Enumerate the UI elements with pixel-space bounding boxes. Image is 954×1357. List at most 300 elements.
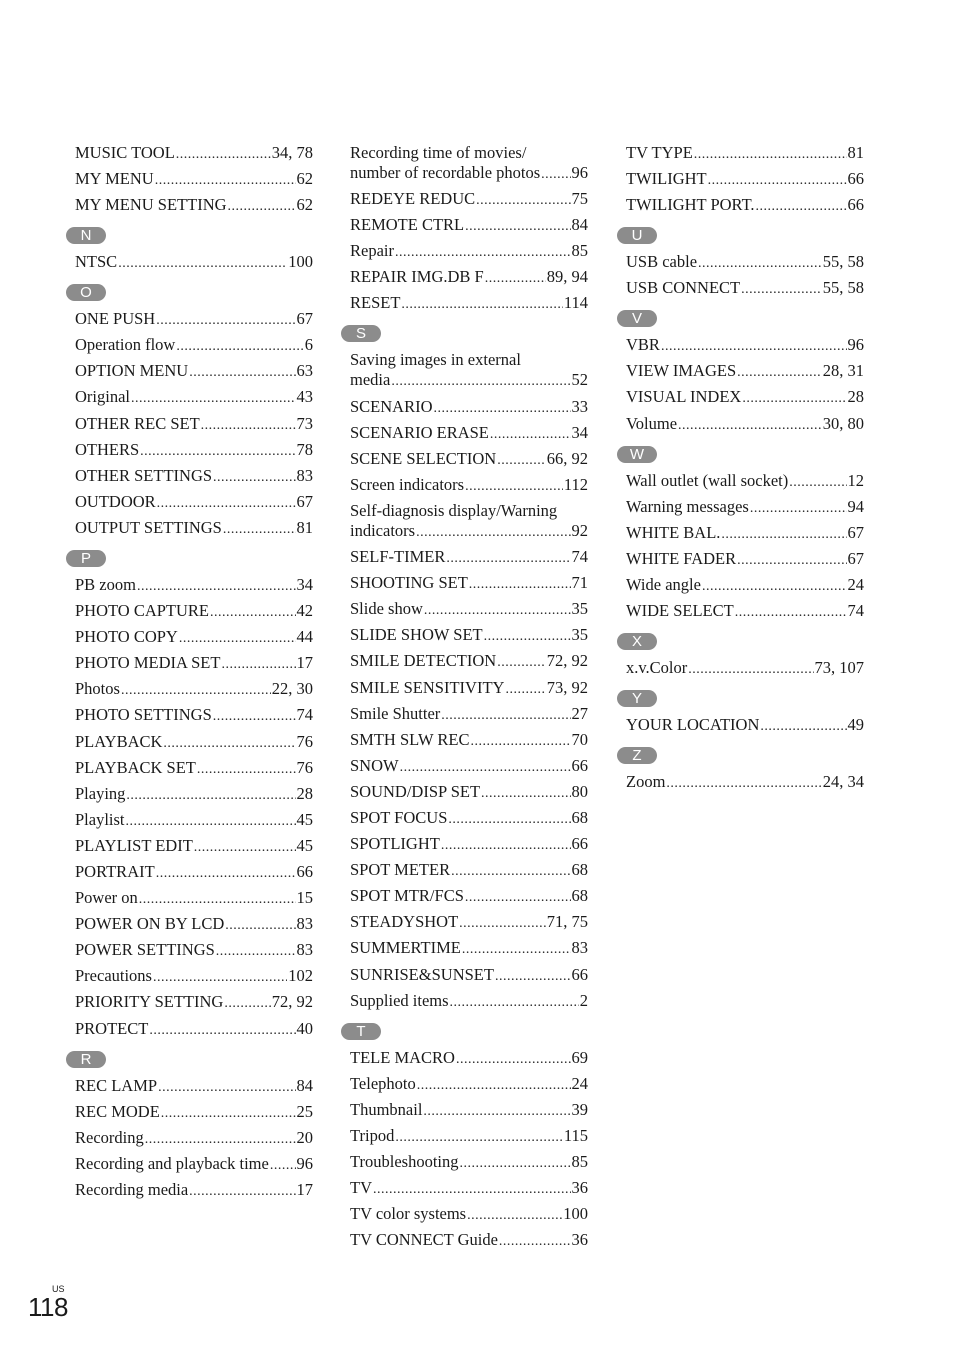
index-entry-pages: 80 — [571, 781, 588, 801]
index-entry-pages: 67 — [296, 491, 313, 511]
index-entry-label-line1: Saving images in external — [350, 350, 521, 370]
dot-leader — [505, 682, 545, 698]
index-entry-pages: 45 — [296, 809, 313, 829]
index-entry — [75, 784, 313, 804]
index-entry-pages: 66 — [571, 755, 588, 775]
dot-leader — [698, 256, 822, 272]
index-entry-label-line1: Self-diagnosis display/Warning — [350, 500, 558, 520]
index-entry — [350, 397, 588, 417]
index-entry-pages: 100 — [288, 252, 313, 272]
index-entry-pages: 72, 92 — [271, 992, 313, 1012]
index-entry — [626, 497, 864, 517]
index-entry-label: Screen indicators — [350, 474, 465, 494]
index-entry-label: OTHER REC SET — [75, 413, 200, 433]
index-entry — [626, 387, 864, 407]
index-entry-label: USB cable — [626, 252, 698, 272]
index-entry-pages: 42 — [296, 601, 313, 621]
dot-leader — [417, 1078, 571, 1094]
index-entry-pages: 85 — [571, 1152, 588, 1171]
dot-leader — [490, 427, 571, 443]
index-entry-pages: 49 — [847, 715, 864, 735]
index-entry-label: Playing — [75, 783, 126, 803]
index-entry-label: TV color systems — [350, 1204, 467, 1224]
index-entry — [626, 195, 864, 215]
index-entry-label: OPTION MENU — [75, 361, 189, 381]
letter-header-v: V — [617, 310, 657, 327]
index-entry-pages: 28 — [847, 387, 864, 407]
index-entry-pages: 66 — [296, 861, 313, 881]
index-entry — [75, 810, 313, 830]
index-entry-label: TV — [350, 1178, 372, 1198]
index-entry — [626, 601, 864, 621]
index-entry — [626, 361, 864, 381]
index-entry — [626, 549, 864, 569]
index-entry — [75, 361, 313, 381]
index-entry-pages: 55, 58 — [822, 252, 864, 272]
index-entry-label: MY MENU — [75, 169, 154, 189]
index-entry-pages: 45 — [296, 835, 313, 855]
index-column-2 — [350, 143, 588, 1256]
index-entry — [75, 518, 313, 538]
index-entry-pages: 24 — [571, 1073, 588, 1093]
dot-leader — [194, 840, 296, 856]
index-entry-pages: 34 — [571, 422, 588, 442]
dot-leader — [441, 708, 570, 724]
index-entry-pages: 112 — [563, 474, 588, 494]
index-entry — [75, 414, 313, 434]
index-entry-pages: 96 — [847, 335, 864, 355]
dot-leader — [137, 579, 296, 595]
index-entry-label: Precautions — [75, 966, 152, 986]
dot-leader — [424, 603, 571, 619]
index-entry-label: TV CONNECT Guide — [350, 1230, 498, 1250]
index-entry-label: SPOT METER — [350, 860, 451, 880]
index-entry-pages: 81 — [847, 143, 864, 162]
index-entry-label: VISUAL INDEX — [626, 387, 742, 407]
index-entry-label: SOUND/DISP SET — [350, 781, 481, 801]
index-entry-pages: 66 — [847, 195, 864, 215]
index-entry-label: YOUR LOCATION — [626, 715, 760, 735]
dot-leader — [210, 605, 295, 621]
index-entry-pages: 96 — [296, 1153, 313, 1173]
dot-leader — [708, 173, 847, 189]
index-entry-pages: 66, 92 — [546, 448, 588, 468]
dot-leader — [153, 970, 287, 986]
dot-leader — [225, 918, 295, 934]
dot-leader — [750, 501, 847, 517]
index-entry-label: Original — [75, 387, 130, 407]
index-entry-pages: 71 — [571, 573, 588, 593]
dot-leader — [741, 282, 822, 298]
index-entry — [75, 601, 313, 621]
index-entry-label: WIDE SELECT — [626, 601, 734, 621]
index-entry-label: x.v.Color — [626, 658, 688, 678]
dot-leader — [156, 866, 296, 882]
index-entry-pages: 28 — [296, 783, 313, 803]
index-entry-pages: 102 — [288, 966, 313, 986]
dot-leader — [163, 736, 295, 752]
index-entry — [75, 992, 313, 1012]
index-entry-label: PLAYBACK — [75, 731, 163, 751]
index-entry — [626, 252, 864, 272]
dot-leader — [416, 525, 570, 541]
dot-leader — [456, 1052, 571, 1068]
index-entry-label: RESET — [350, 293, 401, 313]
index-entry-pages: 68 — [571, 807, 588, 827]
index-entry — [350, 1152, 588, 1172]
index-entry-pages: 84 — [296, 1075, 313, 1095]
index-entry-pages: 89, 94 — [546, 267, 588, 287]
index-entry-pages: 40 — [296, 1018, 313, 1038]
index-entry-label: Wall outlet (wall socket) — [626, 470, 789, 490]
dot-leader — [423, 1104, 570, 1120]
index-entry — [350, 547, 588, 567]
index-entry — [350, 423, 588, 443]
dot-leader — [678, 418, 822, 434]
dot-leader — [460, 1156, 571, 1172]
index-entry-pages: 83 — [296, 940, 313, 960]
index-entry — [350, 350, 588, 390]
index-entry-pages: 20 — [296, 1127, 313, 1147]
dot-leader — [161, 1106, 296, 1122]
index-entry-pages: 66 — [571, 834, 588, 854]
index-entry-pages: 25 — [296, 1101, 313, 1121]
dot-leader — [666, 776, 821, 792]
dot-leader — [497, 655, 546, 671]
index-entry — [75, 440, 313, 460]
index-entry — [626, 575, 864, 595]
index-entry-pages: 85 — [571, 241, 588, 261]
index-entry — [350, 782, 588, 802]
dot-leader — [661, 339, 847, 355]
index-entry-label: OTHER SETTINGS — [75, 465, 213, 485]
index-entry-label: PRIORITY SETTING — [75, 992, 224, 1012]
index-entry-pages: 72, 92 — [546, 651, 588, 671]
dot-leader — [688, 662, 813, 678]
dot-leader — [789, 475, 846, 491]
dot-leader — [395, 1130, 563, 1146]
index-entry — [75, 862, 313, 882]
index-entry — [350, 449, 588, 469]
index-entry-pages: 74 — [296, 705, 313, 725]
index-entry-label: MY MENU SETTING — [75, 195, 227, 215]
index-entry-pages: 67 — [847, 522, 864, 542]
dot-leader — [694, 147, 847, 163]
index-entry-pages: 73, 107 — [814, 658, 864, 678]
index-entry-label: PORTRAIT — [75, 861, 155, 881]
index-entry-label: NTSC — [75, 252, 118, 272]
index-entry-pages: 12 — [847, 470, 864, 490]
dot-leader — [373, 1182, 571, 1198]
index-entry-pages: 35 — [571, 599, 588, 619]
index-entry — [350, 704, 588, 724]
dot-leader — [465, 219, 570, 235]
dot-leader — [224, 996, 270, 1012]
letter-header-x: X — [617, 633, 657, 650]
index-entry-pages: 114 — [563, 293, 588, 313]
index-entry-pages: 75 — [571, 189, 588, 209]
index-entry-label: VBR — [626, 335, 660, 355]
index-entry-pages: 62 — [296, 195, 313, 215]
index-entry-pages: 63 — [296, 361, 313, 381]
dot-leader — [481, 786, 570, 802]
index-entry-label: SELF-TIMER — [350, 547, 446, 567]
index-entry-label: STEADYSHOT — [350, 912, 459, 932]
index-entry-label: SMILE SENSITIVITY — [350, 677, 505, 697]
index-entry-label: SCENARIO — [350, 396, 433, 416]
letter-header-t: T — [341, 1023, 381, 1040]
index-entry-pages: 83 — [571, 938, 588, 958]
index-entry — [75, 1019, 313, 1039]
index-entry-label: OUTPUT SETTINGS — [75, 517, 222, 537]
dot-leader — [391, 374, 570, 390]
index-entry-pages: 24 — [847, 574, 864, 594]
index-entry-label: OTHERS — [75, 439, 140, 459]
index-entry — [350, 860, 588, 880]
index-entry-pages: 34 — [296, 574, 313, 594]
dot-leader — [467, 1208, 562, 1224]
index-entry-pages: 62 — [296, 169, 313, 189]
letter-header-z: Z — [617, 747, 657, 764]
index-entry-pages: 67 — [847, 548, 864, 568]
index-entry-label: SLIDE SHOW SET — [350, 625, 483, 645]
index-entry — [626, 658, 864, 678]
dot-leader — [476, 193, 570, 209]
index-entry-label: Warning messages — [626, 496, 749, 516]
index-entry — [350, 808, 588, 828]
index-entry — [626, 143, 864, 163]
index-entry-label: SCENE SELECTION — [350, 448, 497, 468]
index-entry-label: Smile Shutter — [350, 703, 441, 723]
index-entry-label: WHITE FADER — [626, 548, 737, 568]
dot-leader — [140, 444, 295, 460]
index-entry-pages: 74 — [847, 601, 864, 621]
index-entry — [75, 732, 313, 752]
index-entry — [626, 414, 864, 434]
index-entry-pages: 84 — [571, 215, 588, 235]
index-entry-label: Wide angle — [626, 574, 701, 594]
index-entry-label: SHOOTING SET — [350, 573, 468, 593]
index-entry-label: Repair — [350, 241, 394, 261]
index-entry-pages: 94 — [847, 496, 864, 516]
index-entry — [350, 991, 588, 1011]
index-entry-pages: 73, 92 — [546, 677, 588, 697]
index-entry-label: SPOTLIGHT — [350, 834, 440, 854]
index-entry — [75, 492, 313, 512]
dot-leader — [760, 719, 846, 735]
letter-header-w: W — [617, 446, 657, 463]
dot-leader — [121, 683, 271, 699]
index-entry-label: REC LAMP — [75, 1075, 158, 1095]
index-entry-pages: 24, 34 — [822, 772, 864, 792]
index-entry-label: TWILIGHT PORT. — [626, 195, 755, 215]
index-entry-pages: 28, 31 — [822, 361, 864, 381]
index-entry — [350, 1178, 588, 1198]
dot-leader — [156, 313, 295, 329]
index-entry-pages: 2 — [579, 990, 588, 1010]
index-entry — [626, 471, 864, 491]
dot-leader — [446, 551, 570, 567]
dot-leader — [495, 969, 571, 985]
index-entry — [626, 772, 864, 792]
dot-leader — [216, 944, 296, 960]
region-code: US — [52, 1284, 65, 1294]
index-entry — [75, 335, 313, 355]
index-entry-label: SUMMERTIME — [350, 938, 461, 958]
index-entry-pages: 92 — [571, 520, 588, 540]
dot-leader — [485, 271, 546, 287]
index-entry-label: Operation flow — [75, 335, 176, 355]
index-entry-pages: 68 — [571, 886, 588, 906]
dot-leader — [189, 365, 295, 381]
index-entry-pages: 17 — [296, 653, 313, 673]
index-entry — [75, 252, 313, 272]
index-entry-label: REPAIR IMG.DB F — [350, 267, 484, 287]
dot-leader — [223, 522, 296, 538]
index-entry-label: number of recordable photos — [350, 163, 541, 182]
index-entry — [75, 627, 313, 647]
dot-leader — [451, 864, 570, 880]
dot-leader — [201, 418, 296, 434]
index-entry — [350, 730, 588, 750]
index-entry-pages: 36 — [571, 1230, 588, 1250]
index-entry — [75, 1102, 313, 1122]
index-entry — [350, 1074, 588, 1094]
index-entry — [626, 523, 864, 543]
index-entry-label: PHOTO CAPTURE — [75, 601, 210, 621]
index-entry-label: indicators — [350, 520, 416, 540]
index-entry-line2 — [350, 163, 588, 183]
index-entry — [626, 169, 864, 189]
index-entry-line2 — [350, 370, 588, 390]
dot-leader — [756, 199, 847, 215]
index-entry-label: POWER SETTINGS — [75, 940, 215, 960]
index-entry-label: Tripod — [350, 1125, 395, 1145]
index-entry-label: TELE MACRO — [350, 1047, 455, 1067]
dot-leader — [221, 657, 295, 673]
index-entry — [350, 143, 588, 183]
letter-header-o: O — [66, 284, 106, 301]
dot-leader — [149, 1023, 295, 1039]
index-entry — [350, 1100, 588, 1120]
index-entry — [350, 834, 588, 854]
index-entry — [75, 309, 313, 329]
dot-leader — [213, 709, 296, 725]
index-entry-label: Playlist — [75, 809, 125, 829]
dot-leader — [742, 391, 846, 407]
index-entry-pages: 39 — [571, 1099, 588, 1119]
index-entry-label: Telephoto — [350, 1073, 416, 1093]
dot-leader — [176, 339, 303, 355]
index-entry-pages: 67 — [296, 309, 313, 329]
index-entry — [75, 169, 313, 189]
index-entry-label: SNOW — [350, 755, 399, 775]
letter-header-r: R — [66, 1051, 106, 1068]
index-entry-pages: 27 — [571, 703, 588, 723]
letter-header-u: U — [617, 227, 657, 244]
index-entry — [75, 466, 313, 486]
dot-leader — [499, 1234, 571, 1250]
index-entry-pages: 66 — [847, 169, 864, 189]
letter-header-s: S — [341, 325, 381, 342]
dot-leader — [126, 814, 296, 830]
index-entry-pages: 36 — [571, 1178, 588, 1198]
index-entry — [75, 679, 313, 699]
dot-leader — [176, 147, 271, 163]
index-entry-pages: 115 — [563, 1125, 588, 1145]
index-entry — [75, 914, 313, 934]
index-entry — [350, 912, 588, 932]
index-entry-pages: 52 — [571, 370, 588, 390]
index-entry-label: TWILIGHT — [626, 169, 707, 189]
index-entry-pages: 30, 80 — [822, 413, 864, 433]
index-entry-label: SUNRISE&SUNSET — [350, 964, 494, 984]
dot-leader — [450, 995, 579, 1011]
index-entry — [350, 651, 588, 671]
index-entry-label: SPOT FOCUS — [350, 807, 448, 827]
index-entry — [75, 940, 313, 960]
index-entry-label: SMILE DETECTION — [350, 651, 497, 671]
index-entry — [350, 678, 588, 698]
index-entry-pages: 69 — [571, 1047, 588, 1067]
index-entry — [75, 758, 313, 778]
index-entry-pages: 17 — [296, 1179, 313, 1199]
index-entry — [626, 278, 864, 298]
dot-leader — [179, 631, 296, 647]
index-entry-label: TV TYPE — [626, 143, 693, 162]
index-entry-pages: 100 — [563, 1204, 588, 1224]
index-entry — [350, 189, 588, 209]
index-entry-pages: 83 — [296, 914, 313, 934]
index-entry-pages: 34, 78 — [271, 143, 313, 162]
index-entry-label: SPOT MTR/FCS — [350, 886, 464, 906]
dot-leader — [157, 496, 296, 512]
dot-leader — [197, 762, 296, 778]
dot-leader — [400, 760, 571, 776]
index-entry — [350, 938, 588, 958]
dot-leader — [497, 453, 546, 469]
index-entry — [350, 241, 588, 261]
index-entry — [350, 267, 588, 287]
dot-leader — [441, 838, 571, 854]
index-entry-label: USB CONNECT — [626, 278, 741, 298]
index-entry-label: PLAYLIST EDIT — [75, 835, 193, 855]
dot-leader — [465, 479, 563, 495]
index-entry-pages: 44 — [296, 627, 313, 647]
index-entry-pages: 22, 30 — [271, 679, 313, 699]
index-entry — [350, 1126, 588, 1146]
dot-leader — [213, 470, 295, 486]
dot-leader — [459, 916, 546, 932]
index-entry-pages: 6 — [304, 335, 313, 355]
index-entry-label: Photos — [75, 679, 120, 699]
index-entry — [75, 836, 313, 856]
index-entry-label: Zoom — [626, 772, 666, 792]
index-entry-pages: 78 — [296, 439, 313, 459]
index-entry-line2 — [350, 521, 588, 541]
index-entry-label: REC MODE — [75, 1101, 160, 1121]
dot-leader — [484, 629, 571, 645]
index-entry — [75, 387, 313, 407]
index-entry-pages: 81 — [296, 517, 313, 537]
dot-leader — [158, 1080, 295, 1096]
index-entry-label: Slide show — [350, 599, 423, 619]
letter-header-y: Y — [617, 690, 657, 707]
dot-leader — [145, 1132, 296, 1148]
dot-leader — [401, 297, 562, 313]
index-entry-pages: 76 — [296, 757, 313, 777]
dot-leader — [471, 734, 571, 750]
